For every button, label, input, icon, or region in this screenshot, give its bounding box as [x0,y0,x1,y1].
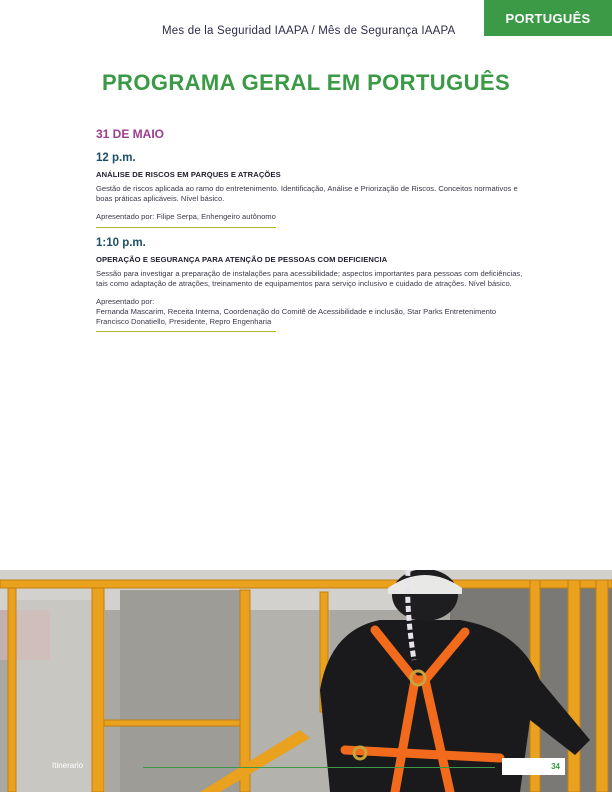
session-presenter: Fernanda Mascarim, Receita Interna, Coordenação do Comitê de Acessibilidade e inclusão, Star Parks Entretenimento [96,307,497,316]
program-content [96,127,526,341]
session-1 [96,152,526,228]
session-time: 12 p.m. [96,152,136,164]
language-tab: PORTUGUÊS [484,0,612,36]
footer-label: Itinerario [52,761,84,770]
session-description: Sessão para investigar a preparação de instalações para acessibilidade; aspectos importantes para pessoas com deficiências, tais como adaptação de atrações, treinamento de equipamentos para serviço inclusivo e cuidado de atrações. Nível básico. [96,269,523,288]
session-time: 1:10 p.m. [96,237,146,249]
page-footer [0,758,612,776]
session-title: ANÁLISE DE RISCOS EM PARQUES E ATRAÇÕES [96,170,281,179]
footer-divider [143,767,495,768]
section-divider [96,331,276,332]
session-title: OPERAÇÃO E SEGURANÇA PARA ATENÇÃO DE PESSOAS COM DEFICIENCIA [96,255,388,264]
header-title: Mes de la Seguridad IAAPA / Mês de Segurança IAAPA [162,25,456,37]
session-presenter-label: Apresentado por: [96,297,155,306]
section-divider [96,227,276,228]
page-number: 34 [502,758,565,775]
session-presenter: Francisco Donatiello, Presidente, Repro Engenharia [96,317,272,326]
session-description: Gestão de riscos aplicada ao ramo do entretenimento. Identificação, Análise e Priorização de Riscos. Conceitos normativos e boas práticas aplicáveis. Nível básico. [96,184,518,203]
session-2 [96,237,526,332]
session-date: 31 DE MAIO [96,127,165,141]
program-title: PROGRAMA GERAL EM PORTUGUÊS [101,70,511,95]
session-presenter: Apresentado por: Filipe Serpa, Enhengeiro autônomo [96,212,276,221]
